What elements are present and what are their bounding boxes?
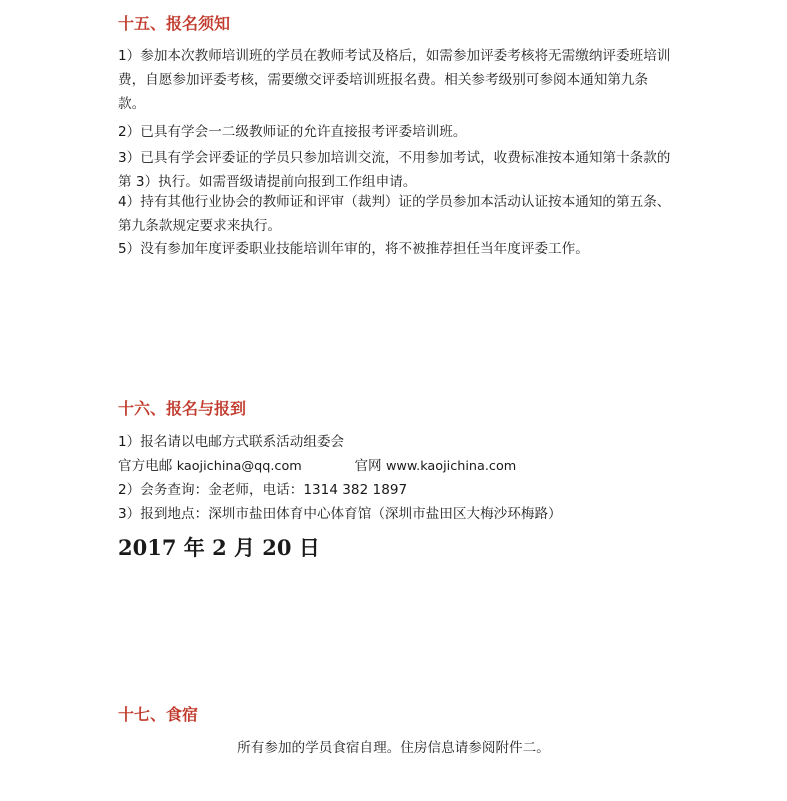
section-16-item-3: 3）报到地点：深圳市盐田体育中心体育馆（深圳市盐田区大梅沙环梅路）	[118, 506, 562, 522]
section-17-text: 所有参加的学员食宿自理。住房信息请参阅附件二。	[237, 740, 550, 756]
email-label: 官方电邮	[118, 458, 173, 474]
email-link[interactable]: kaojichina@qq.com	[176, 459, 302, 474]
section-15-title: 十五、报名须知	[118, 14, 231, 33]
section-15-item-3: 3）已具有学会评委证的学员只参加培训交流，不用参加考试，收费标准按本通知第十条款的第 3）执行。如需晋级请提前向报到工作组申请。	[118, 150, 671, 190]
website-link[interactable]: www.kaojichina.com	[385, 459, 517, 474]
section-16-title: 十六、报名与报到	[118, 399, 247, 418]
section-15-item-2: 2）已具有学会一二级教师证的允许直接报考评委培训班。	[118, 124, 467, 140]
date: 2017 年 2 月 20 日	[118, 535, 320, 560]
section-16-item-2: 2）会务查询：金老师，电话：1314 382 1897	[118, 482, 408, 498]
section-16-item-1: 1）报名请以电邮方式联系活动组委会	[118, 434, 345, 450]
section-15-item-5: 5）没有参加年度评委职业技能培训年审的，将不被推荐担任当年度评委工作。	[118, 241, 589, 257]
section-15-item-1: 1）参加本次教师培训班的学员在教师考试及格后，如需参加评委考核将无需缴纳评委班培训费，自愿参加评委考核，需要缴交评委培训班报名费。相关参考级别可参阅本通知第九条款。	[118, 48, 671, 112]
site-label: 官网	[354, 458, 382, 474]
section-15-item-4: 4）持有其他行业协会的教师证和评审（裁判）证的学员参加本活动认证按本通知的第五条、第九条款规定要求来执行。	[118, 194, 671, 234]
contact-line	[118, 454, 516, 479]
section-17-title: 十七、食宿	[118, 705, 199, 724]
